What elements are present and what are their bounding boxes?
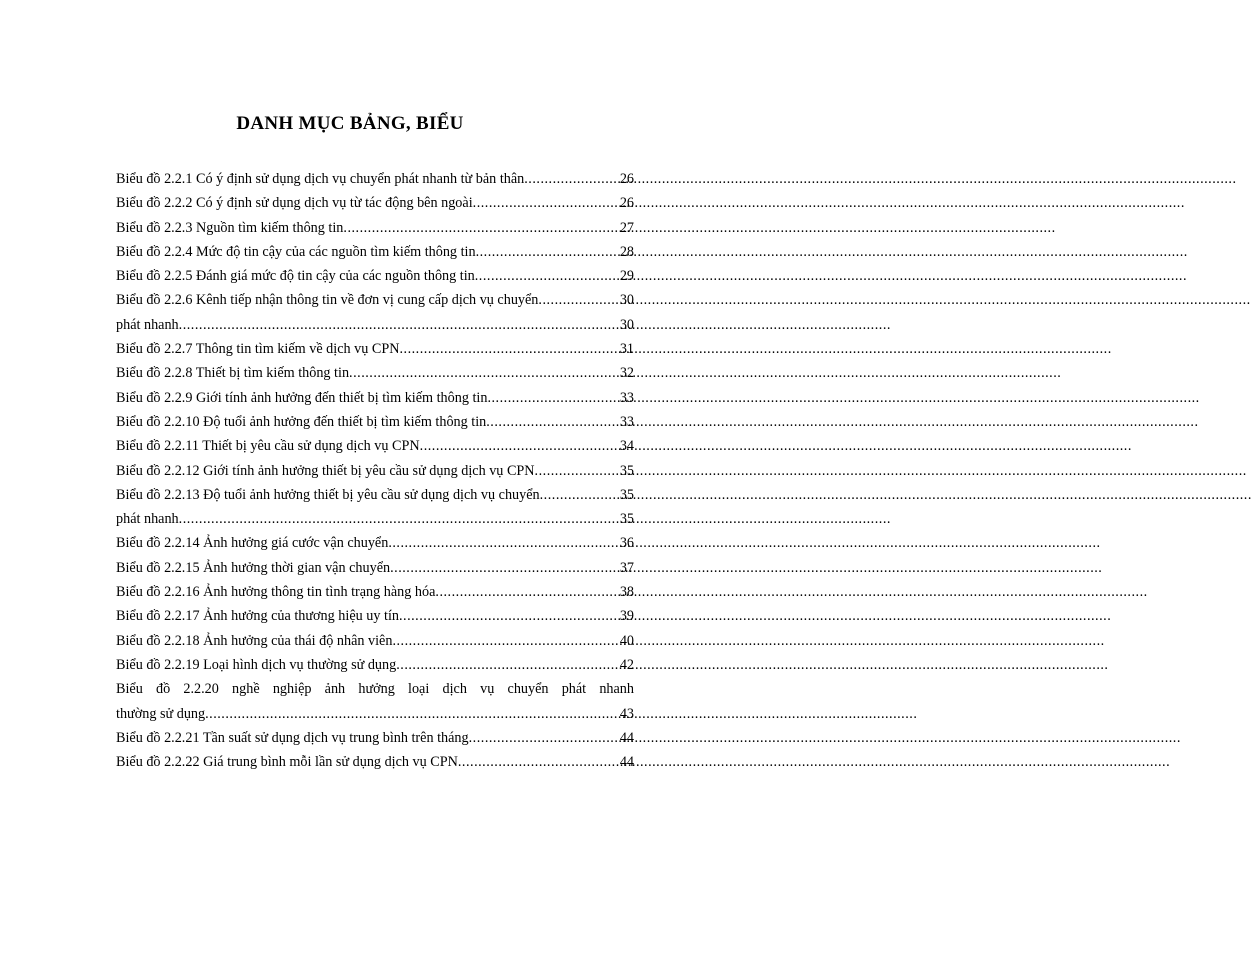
toc-entry[interactable]	[116, 556, 634, 580]
page-title: DANH MỤC BẢNG, BIỂU	[236, 113, 464, 134]
toc-entry-page: 39	[619, 608, 634, 625]
toc-entry[interactable]	[116, 580, 634, 604]
toc-entry[interactable]	[116, 264, 634, 288]
dot-leader	[396, 653, 620, 677]
toc-entry[interactable]	[116, 191, 634, 215]
dot-leader	[205, 702, 620, 726]
toc-entry[interactable]	[116, 361, 634, 385]
toc-entry-page: 36	[619, 535, 634, 552]
dot-leader	[399, 337, 619, 361]
toc-entry-page: 35	[619, 486, 634, 503]
toc-entry-page: 26	[619, 195, 634, 212]
dot-leader	[458, 750, 620, 774]
toc-entry-page: 43	[619, 705, 634, 722]
dot-leader	[487, 386, 619, 410]
dot-leader	[435, 580, 619, 604]
toc-entry-page: 42	[619, 656, 634, 673]
toc-entry[interactable]	[116, 677, 634, 701]
dot-leader	[535, 459, 620, 483]
toc-entry[interactable]	[116, 167, 634, 191]
toc-entry[interactable]	[116, 288, 634, 312]
toc-entry[interactable]	[116, 216, 634, 240]
toc-entry[interactable]	[116, 459, 634, 483]
toc-entry-text: Biểu đồ 2.2.22 Giá trung bình mỗi lần sử dụng dịch vụ CPN	[116, 754, 458, 771]
dot-leader	[524, 167, 620, 191]
toc-entry-page: 34	[619, 438, 634, 455]
toc-entry-text: Biểu đồ 2.2.1 Có ý định sử dụng dịch vụ chuyển phát nhanh từ bản thân	[116, 171, 525, 187]
toc-entry-page: 30	[619, 292, 634, 309]
toc-entry[interactable]	[116, 726, 634, 750]
toc-entry-text: Biểu đồ 2.2.12 Giới tính ảnh hưởng thiết bị yêu cầu sử dụng dịch vụ CPN	[116, 462, 535, 479]
table-of-figures	[116, 167, 634, 774]
toc-entry-page: 33	[619, 413, 634, 430]
toc-entry[interactable]	[116, 531, 634, 555]
toc-entry-page: 44	[619, 754, 634, 771]
toc-entry-text: Biểu đồ 2.2.21 Tần suất sử dụng dịch vụ trung bình trên tháng	[116, 729, 469, 746]
toc-entry[interactable]	[116, 313, 634, 337]
toc-entry[interactable]	[116, 434, 634, 458]
toc-entry[interactable]	[116, 337, 634, 361]
toc-entry-text: Biểu đồ 2.2.3 Nguồn tìm kiếm thông tin	[116, 219, 344, 236]
toc-entry-page: 29	[619, 268, 634, 285]
dot-leader	[475, 264, 620, 288]
toc-entry-text: Biểu đồ 2.2.9 Giới tính ảnh hưởng đến thiết bị tìm kiếm thông tin	[116, 389, 488, 406]
dot-leader	[179, 313, 620, 337]
toc-entry-page: 26	[619, 171, 634, 187]
dot-leader	[343, 216, 619, 240]
toc-entry-text: Biểu đồ 2.2.13 Độ tuổi ảnh hưởng thiết bị yêu cầu sử dụng dịch vụ chuyển	[116, 486, 540, 503]
toc-entry[interactable]	[116, 629, 634, 653]
toc-entry[interactable]	[116, 410, 634, 434]
toc-entry[interactable]	[116, 240, 634, 264]
toc-entry-page: 30	[619, 316, 634, 333]
toc-entry-text: Biểu đồ 2.2.16 Ảnh hưởng thông tin tình trạng hàng hóa	[116, 584, 436, 601]
toc-entry-text: Biểu đồ 2.2.18 Ảnh hưởng của thái độ nhân viên	[116, 632, 393, 649]
toc-entry-page: 27	[619, 219, 634, 236]
dot-leader	[469, 726, 620, 750]
dot-leader	[476, 240, 620, 264]
toc-entry[interactable]	[116, 507, 634, 531]
toc-entry-page: 31	[619, 341, 634, 358]
toc-entry-text: Biểu đồ 2.2.6 Kênh tiếp nhận thông tin về đơn vị cung cấp dịch vụ chuyển	[116, 292, 539, 309]
toc-entry-page: 33	[619, 389, 634, 406]
toc-entry-text: Biểu đồ 2.2.2 Có ý định sử dụng dịch vụ từ tác động bên ngoài	[116, 195, 473, 212]
dot-leader	[420, 434, 620, 458]
toc-entry-page: 37	[619, 559, 634, 576]
toc-entry[interactable]	[116, 386, 634, 410]
toc-entry-text: Biểu đồ 2.2.14 Ảnh hưởng giá cước vận chuyển	[116, 535, 389, 552]
toc-entry-page: 38	[619, 584, 634, 601]
toc-entry-text: Biểu đồ 2.2.4 Mức độ tin cậy của các nguồn tìm kiếm thông tin	[116, 243, 476, 260]
toc-entry-text: Biểu đồ 2.2.10 Độ tuổi ảnh hưởng đến thiết bị tìm kiếm thông tin	[116, 413, 487, 430]
toc-entry-page: 32	[619, 365, 634, 382]
dot-leader	[388, 531, 620, 555]
toc-entry-text: Biểu đồ 2.2.8 Thiết bị tìm kiếm thông tin	[116, 365, 350, 382]
toc-entry[interactable]	[116, 653, 634, 677]
toc-entry-page: 28	[619, 243, 634, 260]
toc-entry-text: Biểu đồ 2.2.15 Ảnh hưởng thời gian vận chuyển	[116, 559, 391, 576]
dot-leader	[349, 361, 620, 385]
toc-entry[interactable]	[116, 702, 634, 726]
toc-entry-text: Biểu đồ 2.2.19 Loại hình dịch vụ thường sử dụng	[116, 656, 397, 673]
dot-leader	[390, 556, 620, 580]
toc-entry-text: thường sử dụng	[116, 705, 206, 722]
toc-entry-text: phát nhanh	[116, 511, 179, 528]
toc-entry[interactable]	[116, 604, 634, 628]
toc-entry-text: Biểu đồ 2.2.17 Ảnh hưởng của thương hiệu uy tín	[116, 608, 399, 625]
toc-entry[interactable]	[116, 750, 634, 774]
dot-leader	[399, 604, 620, 628]
dot-leader	[473, 191, 620, 215]
dot-leader	[538, 288, 619, 312]
toc-entry-page: 44	[619, 729, 634, 746]
toc-entry-page: 35	[619, 462, 634, 479]
toc-entry-page: 40	[619, 632, 634, 649]
toc-entry-text: phát nhanh	[116, 316, 179, 333]
dot-leader	[540, 483, 620, 507]
toc-entry-page: 35	[619, 511, 634, 528]
dot-leader	[179, 507, 620, 531]
toc-entry[interactable]	[116, 483, 634, 507]
toc-entry-text: Biểu đồ 2.2.11 Thiết bị yêu cầu sử dụng dịch vụ CPN	[116, 438, 420, 455]
toc-entry-text: Biểu đồ 2.2.7 Thông tin tìm kiếm về dịch vụ CPN	[116, 341, 400, 358]
dot-leader	[392, 629, 619, 653]
toc-entry-text: Biểu đồ 2.2.20 nghề nghiệp ảnh hưởng loại dịch vụ chuyển phát nhanh	[116, 681, 634, 698]
dot-leader	[486, 410, 620, 434]
toc-entry-text: Biểu đồ 2.2.5 Đánh giá mức độ tin cậy của các nguồn thông tin	[116, 268, 475, 285]
